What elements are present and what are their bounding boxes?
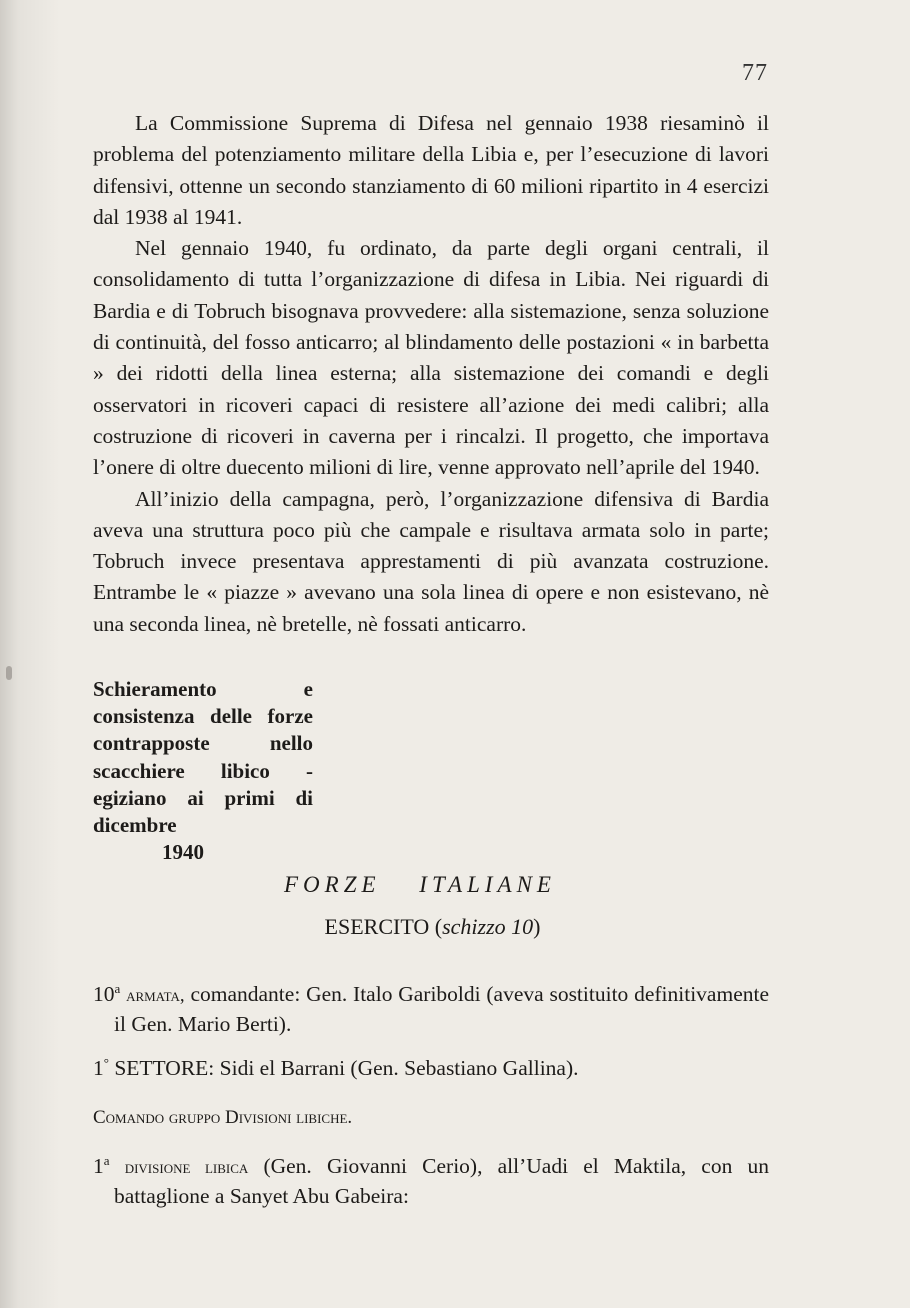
margin-mark: [6, 666, 12, 680]
entry-text: Comando gruppo Divisioni libiche.: [93, 1107, 353, 1128]
margin-heading-year: 1940: [162, 840, 204, 865]
paragraph: Nel gennaio 1940, fu ordinato, da parte degli organi centrali, il consolidamento di tutta l’organizzazione di difesa in Libia. Nei riguardi di Bardia e di Tobruch bisognava provvedere: alla sistemazione, senza soluzione di continuità, del fosso anticarro; al blindamento delle postazioni « in barbetta » dei ridotti della linea esterna; alla sistemazione dei comandi e degli osservatori in ricoveri capaci di resistere all’azione dei medi calibri; alla costruzione di ricoveri in caverna per i rincalzi. Il progetto, che importava l’onere di oltre duecento milioni di lire, venne approvato nell’aprile del 1940.: [93, 236, 769, 480]
subheading: ESERCITO (schizzo 10): [324, 914, 541, 939]
list-item: [93, 980, 769, 1039]
page-number: 77: [742, 60, 768, 86]
body-text: [93, 108, 769, 640]
subheading-reference: schizzo 10: [442, 914, 534, 939]
entry-ordinal: °: [103, 1054, 109, 1070]
entry-number: 1: [93, 1154, 104, 1178]
margin-heading: [93, 676, 313, 866]
entry-label: divisione libica: [124, 1157, 249, 1178]
entry-label: armata,: [126, 985, 185, 1006]
list-item: [93, 1103, 769, 1132]
entry-text: Sidi el Barrani (Gen. Sebastiano Gallina).: [219, 1056, 579, 1080]
section-heading: FORZE ITALIANE: [284, 872, 556, 897]
margin-heading-text: Schieramento e consistenza delle forze contrapposte nello scacchiere libico - egiziano ai primi di dicembre: [93, 677, 313, 838]
list-item: [93, 1054, 769, 1083]
entry-ordinal: a: [103, 1152, 110, 1168]
entry-number: 10: [93, 982, 115, 1006]
order-of-battle-list: [93, 968, 769, 1211]
entry-ordinal: a: [114, 980, 121, 996]
paragraph: La Commissione Suprema di Difesa nel gennaio 1938 riesaminò il problema del potenziamento militare della Libia e, per l’esecuzione di lavori difensivi, ottenne un secondo stanziamento di 60 milioni ripartito in 4 esercizi dal 1938 al 1941.: [93, 111, 769, 229]
entry-number: 1: [93, 1056, 104, 1080]
subheading-main: ESERCITO: [324, 914, 430, 939]
entry-text: comandante: Gen. Italo Gariboldi (aveva sostituito definitivamente il Gen. Mario Berti).: [114, 982, 769, 1036]
entry-label: SETTORE:: [114, 1056, 215, 1080]
paragraph: All’inizio della campagna, però, l’organizzazione difensiva di Bardia aveva una struttura poco più che campale e risultava armata solo in parte; Tobruch invece presentava apprestamenti di più avanzata costruzione. Entrambe le « piazze » avevano una sola linea di opere e non esistevano, nè una seconda linea, nè bretelle, nè fossati anticarro.: [93, 486, 769, 636]
list-item: [93, 1152, 769, 1211]
entry-text: (Gen. Giovanni Cerio), all’Uadi el Maktila, con un battaglione a Sanyet Abu Gabeira:: [114, 1154, 770, 1208]
